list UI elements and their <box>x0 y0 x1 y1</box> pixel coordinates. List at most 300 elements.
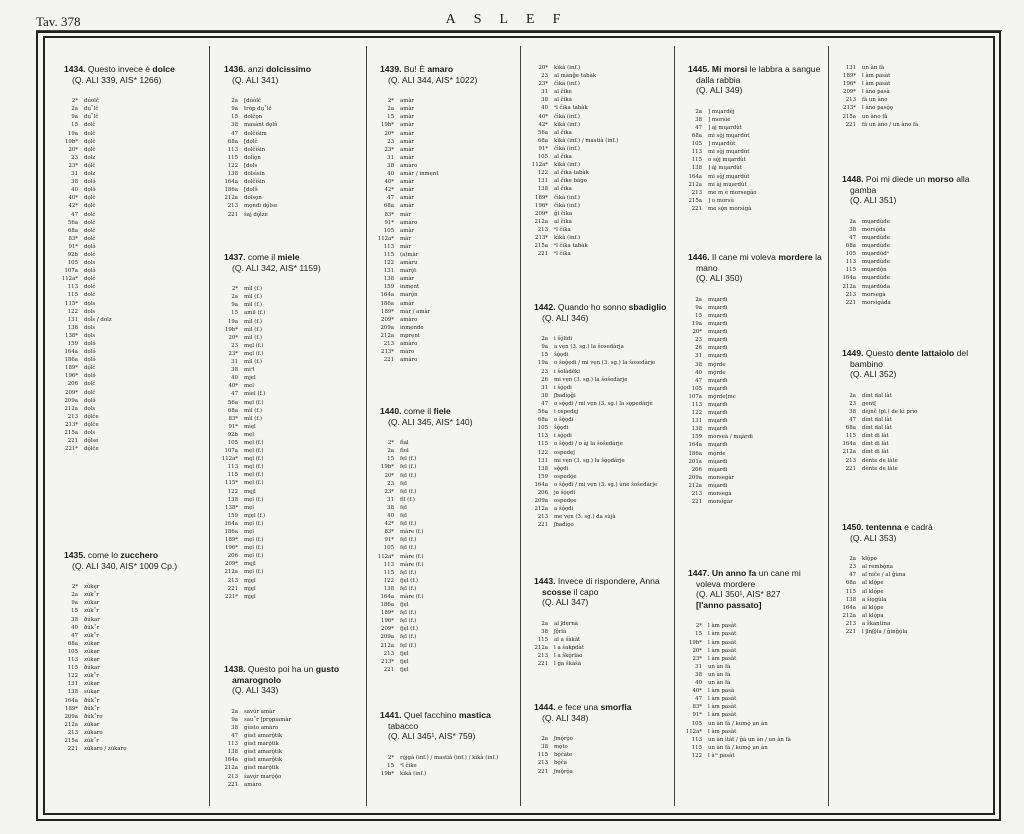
dialect-form: mųardi <box>708 321 728 328</box>
dialect-form: amàr <box>400 146 415 153</box>
dialect-form: mųardi <box>708 466 728 473</box>
dialect-form: un àn fà <box>708 663 731 670</box>
list-item <box>212 568 362 576</box>
heading-pre: anzi <box>247 64 267 74</box>
survey-point: 105 <box>227 439 238 446</box>
dialect-form: kìkà (inf.) <box>400 770 427 777</box>
dialect-form: dọls <box>84 300 96 307</box>
survey-point: 138 <box>691 426 702 433</box>
survey-point: 122 <box>691 752 702 759</box>
entry-list <box>522 620 672 669</box>
dialect-form: ] morsìe <box>708 116 731 123</box>
list-item <box>676 671 826 679</box>
dialect-form: l àm pasàt <box>708 728 737 735</box>
heading-reference: (Q. ALI 349) <box>696 85 743 96</box>
list-item <box>676 385 826 393</box>
dialect-form: fẹl (f.) <box>400 610 417 617</box>
entry-list <box>368 439 518 674</box>
heading-reference: (Q. ALI 344, AIS* 1022) <box>388 74 478 85</box>
list-item <box>830 457 990 465</box>
list-item <box>676 352 826 360</box>
list-item <box>52 170 202 178</box>
survey-point: 47 <box>71 632 78 639</box>
dialect-form: l àm pasàt <box>708 623 737 630</box>
dialect-form: mẹl (f.) <box>244 537 264 544</box>
survey-point: 40 <box>541 105 548 112</box>
list-item <box>212 138 362 146</box>
dialect-form: mǫ̀rde <box>708 450 726 457</box>
survey-point: 40 <box>387 513 394 520</box>
dialect-form: mìl (f.) <box>244 334 262 341</box>
dialect-form: zùkaro / zùkaro <box>84 746 127 753</box>
survey-point: 47 <box>695 377 702 384</box>
survey-point: 213 <box>845 291 856 298</box>
list-item <box>52 308 202 316</box>
dialect-form: dols <box>84 430 96 437</box>
survey-point: 92b <box>227 431 238 438</box>
survey-point: 68a <box>845 243 856 250</box>
section-heading <box>688 64 826 96</box>
entry-list <box>368 754 518 778</box>
dialect-form: morsìgàr <box>708 499 733 506</box>
heading-pre: Quel facchino <box>403 710 459 720</box>
heading-reference: (Q. ALI 347) <box>542 597 589 608</box>
list-item <box>52 356 202 364</box>
entry-section-1438 <box>212 664 362 789</box>
survey-point: 47 <box>849 234 856 241</box>
survey-point: 15 <box>541 352 548 359</box>
dialect-form: bǫ̀čàte <box>554 752 573 759</box>
survey-point: 47 <box>849 572 856 579</box>
list-item <box>522 489 672 497</box>
dialect-form: fẹl (f.) <box>400 456 417 463</box>
list-item <box>212 154 362 162</box>
survey-point: 209* <box>65 389 78 396</box>
survey-point: 212a <box>688 181 702 188</box>
list-item <box>830 72 990 80</box>
dialect-form: mi vẹn (3. sg.) la šǫ̀ǫdàrje <box>554 457 625 464</box>
list-item <box>212 407 362 415</box>
dialect-form: mųardi <box>708 410 728 417</box>
heading-num: 1441. <box>380 710 404 720</box>
survey-point: 105 <box>67 648 78 655</box>
dialect-form: fà un àno <box>862 97 888 104</box>
dialect-form: mìl (f.) <box>244 359 262 366</box>
list-item <box>212 130 362 138</box>
dialect-form: fìl (f.) <box>400 496 415 503</box>
survey-point: 31 <box>541 384 548 391</box>
list-item <box>522 145 672 153</box>
survey-point: 31 <box>695 663 702 670</box>
entry-section-1434 <box>52 64 202 453</box>
survey-point: 221 <box>845 299 856 306</box>
survey-point: 112a* <box>531 162 548 169</box>
list-item <box>212 382 362 390</box>
list-item <box>830 392 990 400</box>
survey-point: 2a <box>849 218 856 225</box>
heading-num: 1436. <box>224 64 248 74</box>
dialect-form: o šǫ̀ǫdi / o àj la šošedàrje <box>554 441 623 448</box>
dialect-form: tròp dụ˚lč <box>244 106 272 113</box>
dialect-form: al a šàkàt <box>554 636 581 643</box>
survey-point: 221 <box>227 211 238 218</box>
dialect-form: kìkà (inf.) / mastià (inf.) <box>554 137 619 144</box>
survey-point: 23 <box>231 342 238 349</box>
list-item <box>676 711 826 719</box>
dialect-form: ʃǫ̀rlà <box>554 628 567 635</box>
dialect-form: mųardi <box>708 312 728 319</box>
list-item <box>368 472 518 480</box>
survey-point: 83* <box>68 235 78 242</box>
dialect-form: dọlč <box>84 146 96 153</box>
dialect-form: al klǫ̀pe <box>862 588 884 595</box>
survey-point: 138 <box>691 165 702 172</box>
list-item <box>52 421 202 429</box>
dialect-form: [dọlč <box>244 138 258 145</box>
list-item <box>368 308 518 316</box>
list-item <box>830 242 990 250</box>
dialect-form: al klǫ̀pa <box>862 612 884 619</box>
survey-point: 38 <box>849 408 856 415</box>
survey-point: 221 <box>227 585 238 592</box>
heading-reference: (Q. ALI 343) <box>232 685 279 696</box>
heading-reference: (Q. ALI 346) <box>542 312 589 323</box>
survey-point: 38 <box>231 724 238 731</box>
survey-point: 113 <box>537 433 548 440</box>
survey-point: 221* <box>225 593 238 600</box>
dialect-form: mi sǫ̀j mųardùt <box>708 173 750 180</box>
survey-point: 221 <box>537 768 548 775</box>
list-item <box>368 113 518 121</box>
list-item <box>368 332 518 340</box>
survey-point: 23 <box>71 154 78 161</box>
dialect-form: zúk˚r <box>84 673 99 680</box>
list-item <box>676 173 826 181</box>
list-item <box>212 211 362 219</box>
survey-point: 113 <box>691 736 702 743</box>
survey-point: 206 <box>227 553 238 560</box>
list-item <box>212 439 362 447</box>
dialect-form: dọlə̂ <box>84 397 96 404</box>
dialect-form: amìl (f.) <box>244 310 266 317</box>
entry-section-1449 <box>830 348 990 473</box>
dialect-form: o sǫ̀ǫdi / mi vẹn (3. sg.) la sǫpedàrje <box>554 400 653 407</box>
list-item <box>368 251 518 259</box>
list-item <box>212 512 362 520</box>
dialect-form: fìal <box>400 440 409 447</box>
dialect-form: mìęl <box>244 423 256 430</box>
dialect-form: [dúolč <box>244 98 262 105</box>
dialect-form: l àno pasà <box>862 89 890 96</box>
list-item <box>52 97 202 105</box>
survey-point: 9a <box>71 114 78 121</box>
survey-point: 209* <box>843 89 856 96</box>
survey-point: 189* <box>65 705 78 712</box>
entry-list <box>212 285 362 601</box>
survey-point: 38 <box>71 616 78 623</box>
entry-section-1441 <box>368 710 518 778</box>
list-item <box>212 194 362 202</box>
dialect-form: o šǫ̀ǫdi <box>554 417 574 424</box>
dialect-form: al čìka <box>554 129 572 136</box>
list-item <box>368 496 518 504</box>
survey-point: 213 <box>383 650 394 657</box>
list-item <box>52 235 202 243</box>
list-item <box>522 137 672 145</box>
heading-pre: Invece di rispondere, Anna <box>557 576 660 586</box>
list-item <box>522 104 672 112</box>
list-item <box>368 658 518 666</box>
list-item <box>52 680 202 688</box>
survey-point: 112a* <box>685 728 702 735</box>
entry-list <box>522 64 672 258</box>
list-item <box>830 250 990 258</box>
survey-point: 212a <box>224 765 238 772</box>
list-item <box>368 625 518 633</box>
heading-num: 1437. <box>224 252 248 262</box>
dialect-form: fjẹl <box>400 666 409 673</box>
list-item <box>368 544 518 552</box>
dialect-form: o šoǫ̀ẹdi / mi vẹn (3. sg.) la šosedàrje <box>554 360 656 367</box>
dialect-form: fẹl <box>400 480 407 487</box>
dialect-form: l a škǫ̀rlào <box>554 653 583 660</box>
dialect-form: mųardùde <box>862 218 890 225</box>
survey-point: 47 <box>387 195 394 202</box>
survey-point: 115 <box>845 433 856 440</box>
list-item <box>212 301 362 309</box>
column-6 <box>830 46 990 806</box>
list-item <box>522 620 672 628</box>
dialect-form: mǫ̀to <box>554 744 568 751</box>
list-item <box>522 161 672 169</box>
survey-point: 164a <box>842 441 856 448</box>
survey-point: 138 <box>537 465 548 472</box>
entry-section-1436 <box>212 64 362 219</box>
list-item <box>522 72 672 80</box>
list-item <box>52 713 202 721</box>
survey-point: 38 <box>231 367 238 374</box>
section-heading <box>534 302 672 323</box>
list-item <box>830 234 990 242</box>
dialect-form: inmẹnde <box>400 324 424 331</box>
list-item <box>212 293 362 301</box>
survey-point: 115 <box>67 292 78 299</box>
dialect-form: sau˚r [prǫpiamàr <box>244 716 292 723</box>
dialect-form: ᵃl čìka <box>554 226 571 233</box>
list-item <box>368 178 518 186</box>
entry-list <box>212 708 362 789</box>
dialect-form: amàr <box>400 106 415 113</box>
dialect-form: al čìke bàgo <box>554 178 587 185</box>
list-item <box>522 177 672 185</box>
dialect-form: l ga škàšà <box>554 661 582 668</box>
survey-point: 23* <box>384 146 394 153</box>
survey-point: 213 <box>383 341 394 347</box>
heading-post: un cane mi voleva mordere <box>696 568 801 589</box>
list-item <box>676 124 826 132</box>
survey-point: 122 <box>383 260 394 267</box>
heading-num: 1444. <box>534 702 558 712</box>
entry-section-1441b <box>522 64 672 258</box>
dialect-form: čìkà (inf.) <box>554 202 580 209</box>
dialect-form: amàr <box>400 122 415 129</box>
survey-point: 189* <box>381 610 394 617</box>
survey-point: 40 <box>695 369 702 376</box>
dialect-form: màre (f.) <box>400 553 424 560</box>
dialect-form: šavǫ́r marǫ̀ǫ̆o <box>244 773 282 780</box>
list-item <box>368 463 518 471</box>
survey-point: 15 <box>231 114 238 121</box>
list-item <box>52 397 202 405</box>
list-item <box>676 458 826 466</box>
dialect-form: a šǫ̀ǫdi <box>554 506 574 513</box>
dialect-form: al ʃdẹrnà <box>554 620 579 627</box>
entry-list <box>522 735 672 775</box>
heading-reference: (Q. ALI 350) <box>696 273 743 284</box>
survey-point: 159 <box>383 284 394 291</box>
survey-point: 221 <box>845 629 856 636</box>
dialect-form: mìᵉl <box>244 367 255 374</box>
survey-point: 212a <box>842 283 856 290</box>
list-item <box>212 121 362 129</box>
dialect-form: amàr <box>400 276 415 283</box>
dialect-form: màr / amàr <box>400 308 431 315</box>
survey-point: 138 <box>845 596 856 603</box>
list-item <box>52 267 202 275</box>
heading-post: le labbra a sangue dalla rabbia <box>696 64 821 85</box>
heading-pre: Poi mi diede un <box>865 174 928 184</box>
dialect-form: màr <box>400 243 411 250</box>
survey-point: 115 <box>845 588 856 595</box>
list-item <box>212 471 362 479</box>
list-item <box>52 154 202 162</box>
survey-point: 40 <box>387 171 394 178</box>
dialect-form: dolə̂ <box>84 341 96 347</box>
entry-list <box>52 583 202 753</box>
plate-number: Tav. 378 <box>36 14 81 29</box>
list-item <box>522 457 672 465</box>
survey-point: 20* <box>384 130 394 137</box>
dialect-form: gùst amarǫ̀tik <box>244 749 283 756</box>
survey-point: 2a <box>387 448 394 455</box>
dialect-form: me sǫ̀n morsìgà <box>708 205 752 212</box>
dialect-form: dọlə̂ <box>84 243 96 250</box>
dialect-form: čìkà (inf.) <box>554 113 580 120</box>
list-item <box>212 504 362 512</box>
heading-post: tabacco <box>388 720 419 731</box>
survey-point: 115 <box>691 744 702 751</box>
list-item <box>522 376 672 384</box>
dialect-form: un àn fà <box>708 680 731 687</box>
dialect-form: al čìka tabàk <box>554 170 589 177</box>
dialect-form: mųardi <box>708 402 728 408</box>
list-item <box>830 416 990 424</box>
heading-num: 1448. <box>842 174 866 184</box>
dialect-form: morsǫ̀da <box>862 226 886 233</box>
dialect-form: màre (f.) <box>400 561 424 568</box>
list-item <box>830 628 990 636</box>
list-item <box>368 348 518 356</box>
survey-point: 40 <box>71 187 78 194</box>
survey-point: 159 <box>67 341 78 347</box>
survey-point: 164a <box>842 275 856 282</box>
survey-point: 164a <box>688 173 702 180</box>
heading-kw: Un anno fa <box>711 568 759 578</box>
survey-point: 38 <box>541 392 548 399</box>
dialect-form: fẹl (f.) <box>400 472 417 479</box>
survey-point: 189* <box>843 73 856 80</box>
list-item <box>522 743 672 751</box>
list-item <box>52 624 202 632</box>
survey-point: 138 <box>537 186 548 193</box>
list-item <box>522 169 672 177</box>
dialect-form: dọlə̂ <box>84 268 96 275</box>
list-item <box>676 108 826 116</box>
dialect-form: ðúk˚r <box>84 697 100 704</box>
dialect-form: a šìǫgùla <box>862 596 887 603</box>
survey-point: 122 <box>691 410 702 417</box>
list-item <box>676 336 826 344</box>
survey-point: 113 <box>383 243 394 250</box>
survey-point: 91* <box>68 243 78 250</box>
dialect-form: gùst amarǫ̀tik <box>244 733 283 740</box>
list-item <box>52 243 202 251</box>
survey-point: 2a <box>541 736 548 743</box>
dialect-form: zúkaro <box>84 729 103 736</box>
dialect-form: mųardi <box>708 442 728 449</box>
survey-point: 215a <box>688 197 702 204</box>
survey-point: 38 <box>71 179 78 186</box>
survey-point: 68a <box>691 133 702 140</box>
dialect-form: mẹl (f.) <box>244 439 264 446</box>
dialect-form: l àm pasà <box>708 688 735 695</box>
survey-point: 131 <box>67 316 78 323</box>
dialect-form: mųardùde <box>862 234 890 241</box>
survey-point: 209a <box>380 634 394 641</box>
survey-point: 19b* <box>380 464 394 471</box>
survey-point: 131 <box>67 681 78 688</box>
survey-point: 159 <box>691 434 702 441</box>
dialect-form: dọ̈lč <box>84 365 96 372</box>
list-item <box>212 113 362 121</box>
dialect-form: mi vẹn (3. sg.) la šošedàrje <box>554 376 628 383</box>
list-item <box>368 642 518 650</box>
dialect-form: męl (f.) <box>244 456 264 463</box>
dialect-form: fẹl (f.) <box>400 545 417 552</box>
list-item <box>368 617 518 625</box>
list-item <box>676 393 826 401</box>
list-item <box>212 536 362 544</box>
survey-point: 138 <box>67 689 78 696</box>
list-item <box>368 146 518 154</box>
survey-point: 164a <box>224 757 238 764</box>
list-item <box>676 328 826 336</box>
list-item <box>52 705 202 713</box>
list-item <box>368 561 518 569</box>
dialect-form: (a)màr <box>400 251 419 258</box>
survey-point: 15 <box>231 310 238 317</box>
list-item <box>522 473 672 481</box>
list-item <box>212 318 362 326</box>
dialect-form: l àm pasàt <box>708 655 737 662</box>
survey-point: 26 <box>695 345 702 352</box>
survey-point: 91* <box>538 145 548 152</box>
survey-point: 56a <box>67 219 78 226</box>
list-item <box>522 368 672 376</box>
list-item <box>830 424 990 432</box>
dialect-form: dolə̂ <box>84 349 96 356</box>
dialect-form: fjẹl (f.) <box>400 577 419 584</box>
